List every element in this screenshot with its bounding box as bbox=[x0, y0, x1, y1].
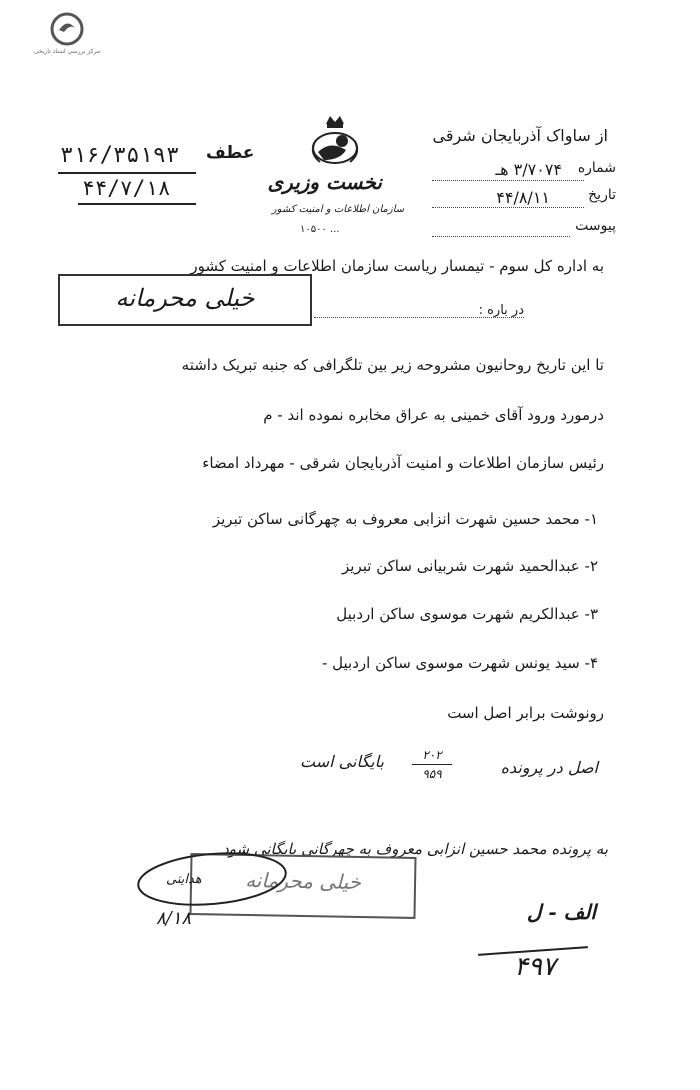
copy-certification: رونوشت برابر اصل است bbox=[447, 704, 604, 722]
margin-date-note: ۸/۱۸ bbox=[156, 908, 192, 929]
number-label: شماره bbox=[577, 160, 616, 176]
archive-logo-icon bbox=[48, 10, 86, 48]
number-value: ۳/۷۰۷۴ هـ bbox=[495, 160, 562, 179]
office-subtitle: سازمان اطلاعات و امنیت کشور bbox=[271, 204, 405, 215]
archive-logo bbox=[22, 10, 112, 58]
attachment-dotted-line bbox=[432, 236, 570, 237]
classification-stamp bbox=[58, 274, 312, 326]
faint-stamp-text: خیلی محرمانه bbox=[244, 867, 362, 895]
fraction-numerator: ۲۰۲ bbox=[422, 748, 442, 762]
body-line-3: رئیس سازمان اطلاعات و امنیت آذربایجان شرقی - مهرداد امضاء bbox=[202, 454, 604, 472]
oval-initials: هدایتی bbox=[166, 872, 202, 887]
date-value: ۴۴/۸/۱۱ bbox=[496, 188, 550, 207]
list-item: ۱- محمد حسین شهرت انزابی معروف به چهرگانی ساکن تبریز bbox=[212, 510, 598, 528]
classification-stamp-text: خیلی محرمانه bbox=[115, 284, 255, 312]
fraction-bar bbox=[412, 764, 452, 765]
handwritten-note-2: به پرونده محمد حسین انزابی معروف به چهرگانی بایگانی شود bbox=[222, 840, 608, 858]
office-title: نخست وزیری bbox=[267, 170, 382, 194]
handwritten-note-1 bbox=[501, 758, 598, 777]
list-item: ۲- عبدالحمید شهرت شربیانی ساکن تبریز bbox=[342, 557, 598, 575]
signature-number: ۴۹۷ bbox=[514, 952, 556, 982]
header-number-row bbox=[578, 160, 616, 176]
reference-date: ۴۴/۷/۱۸ bbox=[82, 176, 171, 200]
recipient-line: به اداره کل سوم - تیمسار ریاست سازمان اطلاعات و امنیت کشور bbox=[190, 257, 604, 275]
archive-logo-caption: مرکز بررسی اسناد تاریخی bbox=[33, 48, 101, 55]
handwritten-note-1-text: اصل در پرونده bbox=[500, 758, 598, 777]
regarding-dotted-line bbox=[314, 317, 524, 318]
list-item: ۳- عبدالکریم شهرت موسوی ساکن اردبیل bbox=[336, 605, 598, 623]
signature-initials: الف - ل bbox=[526, 900, 596, 924]
office-code: ۱۰۵۰۰ ... bbox=[300, 224, 340, 235]
date-dotted-line bbox=[432, 207, 584, 208]
fraction-denominator: ۹۵۹ bbox=[422, 767, 442, 781]
header-date-row bbox=[588, 187, 616, 203]
handwritten-note-1-fraction bbox=[412, 748, 452, 781]
header-attachment-row bbox=[575, 218, 616, 234]
reference-divider bbox=[58, 172, 196, 174]
sender-line: از ساواک آذربایجان شرقی bbox=[432, 126, 608, 145]
body-line-2: درمورد ورود آقای خمینی به عراق مخابره نموده اند - م bbox=[263, 406, 604, 424]
date-label: تاریخ bbox=[588, 187, 616, 203]
body-line-1: تا این تاریخ روحانیون مشروحه زیر بین تلگرافی که جنبه تبریک داشته bbox=[181, 356, 604, 374]
list-item: ۴- سید یونس شهرت موسوی ساکن اردبیل - bbox=[321, 654, 598, 672]
attachment-label: پیوست bbox=[575, 218, 616, 234]
reference-number: ۳۱۶/۳۵۱۹۳ bbox=[60, 143, 180, 168]
reference-label: عطف bbox=[206, 143, 255, 163]
reference-divider-2 bbox=[78, 203, 196, 205]
regarding-label: در باره : bbox=[478, 303, 524, 318]
hand-drawn-oval bbox=[132, 848, 292, 910]
handwritten-note-1-end: بایگانی است bbox=[300, 752, 384, 771]
number-dotted-line bbox=[432, 180, 584, 181]
